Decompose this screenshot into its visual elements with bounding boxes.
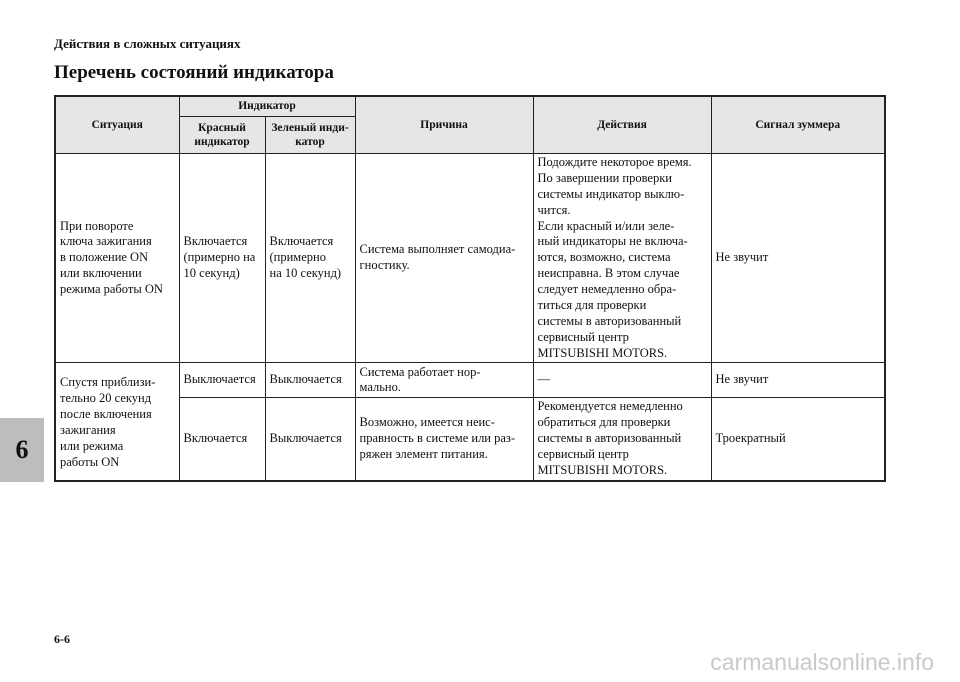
header-actions: Действия — [533, 96, 711, 154]
indicator-states-table — [54, 95, 886, 482]
cell-actions: — — [533, 363, 711, 398]
header-buzzer: Сигнал зуммера — [711, 96, 885, 154]
cell-red: Включается (примерно на 10 секунд) — [179, 154, 265, 363]
section-title: Перечень состояний индикатора — [54, 62, 334, 83]
cell-actions: Подождите некоторое время. По завершении проверки системы индикатор выклю- чится. Если красный и/или зеле- ный индикаторы не включа- ются, возможно, система неисправна. В этом случае следует немедленно обра- титься для проверки системы в авторизованный сервисный центр MITSUBISHI MOTORS. — [533, 154, 711, 363]
header-situation: Ситуация — [55, 96, 179, 154]
cell-buzzer: Троекратный — [711, 398, 885, 481]
running-header: Действия в сложных ситуациях — [54, 36, 241, 51]
watermark: carmanualsonline.info — [710, 649, 934, 675]
header-red-indicator: Красный индикатор — [179, 117, 265, 154]
cell-cause: Система работает нор- мально. — [355, 363, 533, 398]
cell-green: Выключается — [265, 363, 355, 398]
cell-green: Выключается — [265, 398, 355, 481]
chapter-tab: 6 — [0, 418, 44, 482]
cell-buzzer: Не звучит — [711, 363, 885, 398]
cell-green: Включается (примерно на 10 секунд) — [265, 154, 355, 363]
cell-cause: Система выполняет самодиа- гностику. — [355, 154, 533, 363]
header-indicator: Индикатор — [179, 96, 355, 117]
cell-red: Выключается — [179, 363, 265, 398]
cell-buzzer: Не звучит — [711, 154, 885, 363]
cell-cause: Возможно, имеется неис- правность в системе или раз- ряжен элемент питания. — [355, 398, 533, 481]
cell-situation: Спустя приблизи- тельно 20 секунд после включения зажигания или режима работы ON — [55, 363, 179, 481]
table-row — [55, 398, 885, 481]
table-row — [55, 363, 885, 398]
cell-actions: Рекомендуется немедленно обратиться для проверки системы в авторизованный сервисный центр MITSUBISHI MOTORS. — [533, 398, 711, 481]
table-row — [55, 154, 885, 363]
header-cause: Причина — [355, 96, 533, 154]
header-green-indicator: Зеленый инди- катор — [265, 117, 355, 154]
cell-red: Включается — [179, 398, 265, 481]
page-number: 6-6 — [54, 632, 70, 646]
cell-situation: При повороте ключа зажигания в положение ON или включении режима работы ON — [55, 154, 179, 363]
